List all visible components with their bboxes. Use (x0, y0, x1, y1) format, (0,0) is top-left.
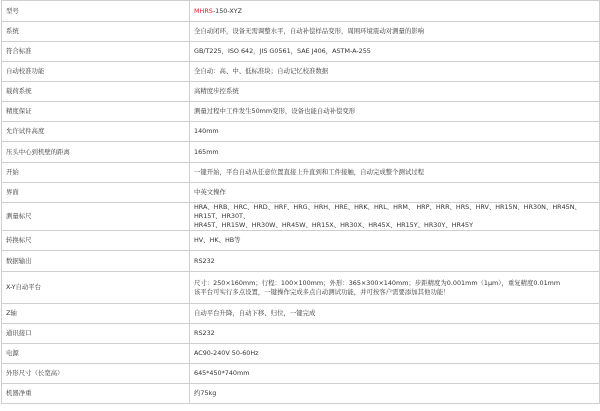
spec-label: 型号 (2, 1, 190, 22)
table-row (2, 102, 600, 122)
table-row (2, 384, 600, 404)
spec-label: 载荷系统 (2, 82, 190, 102)
spec-label: Z轴 (2, 304, 190, 324)
spec-label: 外形尺寸（长宽高） (2, 364, 190, 384)
table-row (2, 42, 600, 62)
spec-value: 自动平台升降，自动下移、归位，一键完成 (190, 304, 600, 324)
model-suffix: -150-XYZ (212, 6, 242, 15)
spec-value (190, 203, 600, 231)
spec-label: 压头中心到机壁的距离 (2, 142, 190, 163)
spec-label: 转换标尺 (2, 231, 190, 251)
spec-value: 约75kg (190, 384, 600, 404)
spec-table (1, 0, 600, 404)
table-row (2, 142, 600, 163)
spec-value: 一键开始，平台自动从任意位置直接上升直到和工件接触，自动完成整个测试过程 (190, 163, 600, 183)
spec-value: RS232 (190, 251, 600, 272)
spec-label: 系统 (2, 22, 190, 42)
table-row (2, 272, 600, 304)
table-row (2, 203, 600, 231)
spec-label: 符合标准 (2, 42, 190, 62)
spec-value: 测量过程中工件发生50mm变形，设备也能自动补偿变形 (190, 102, 600, 122)
table-row (2, 163, 600, 183)
spec-value: GB/T225，ISO 642，JIS G0561，SAE J406，ASTM-A-255 (190, 42, 600, 62)
spec-label: 机器净重 (2, 384, 190, 404)
spec-label: 开始 (2, 163, 190, 183)
spec-label: 自动校准功能 (2, 62, 190, 82)
scale-line: HRA、HRB、HRC、HRD、HRF、HRG、HRH、HRE、HRK、HRL、HRM、 HRP、HRR、HRS、HRV、HR15N、HR30N、HR45N、HR15T、HR30T、 (194, 203, 581, 220)
spec-value (190, 272, 600, 304)
spec-label: 精度保证 (2, 102, 190, 122)
spec-label: 界面 (2, 183, 190, 203)
spec-value: 高精度步控系统 (190, 82, 600, 102)
table-row (2, 344, 600, 364)
table-row (2, 62, 600, 82)
scale-line: HR45T、HR15W、HR30W、HR45W、HR15X、HR30X、HR45X、HR15Y、HR30Y、HR45Y (194, 221, 473, 229)
spec-value: 165mm (190, 142, 600, 163)
table-row (2, 82, 600, 102)
table-row (2, 251, 600, 272)
table-row (2, 122, 600, 142)
table-row (2, 183, 600, 203)
table-row (2, 22, 600, 42)
spec-label: 允许试件高度 (2, 122, 190, 142)
spec-value: 全自动闭环，设备无需调整水平，自动补偿样品变形，周围环境震动对测量的影响 (190, 22, 600, 42)
table-row (2, 304, 600, 324)
spec-value: AC90-240V 50-60Hz (190, 344, 600, 364)
spec-value: HV、HK、HB等 (190, 231, 600, 251)
spec-label: X-Y自动平台 (2, 272, 190, 304)
spec-value: RS232 (190, 324, 600, 344)
table-row (2, 231, 600, 251)
spec-value: 中英文操作 (190, 183, 600, 203)
spec-label: 电源 (2, 344, 190, 364)
spec-value: 140mm (190, 122, 600, 142)
model-prefix: MHRS (194, 6, 213, 15)
spec-value (190, 1, 600, 22)
table-row (2, 324, 600, 344)
spec-label: 测量标尺 (2, 203, 190, 231)
platform-line: 该平台可实行多点设置，一键操作完成多点自动测试功能，并可按客户需要添加其他功能！ (194, 287, 450, 296)
table-row (2, 1, 600, 22)
spec-label: 通讯接口 (2, 324, 190, 344)
spec-value: 645*450*740mm (190, 364, 600, 384)
platform-line: 尺寸：250×160mm；行程：100×100mm；外形：365×300×140mm；步距精度为0.001mm（1μm），重复精度0.01mm (194, 278, 561, 287)
spec-label: 数据输出 (2, 251, 190, 272)
spec-value: 全自动：高、中、低标准块；自动记忆校准数据 (190, 62, 600, 82)
table-row (2, 364, 600, 384)
